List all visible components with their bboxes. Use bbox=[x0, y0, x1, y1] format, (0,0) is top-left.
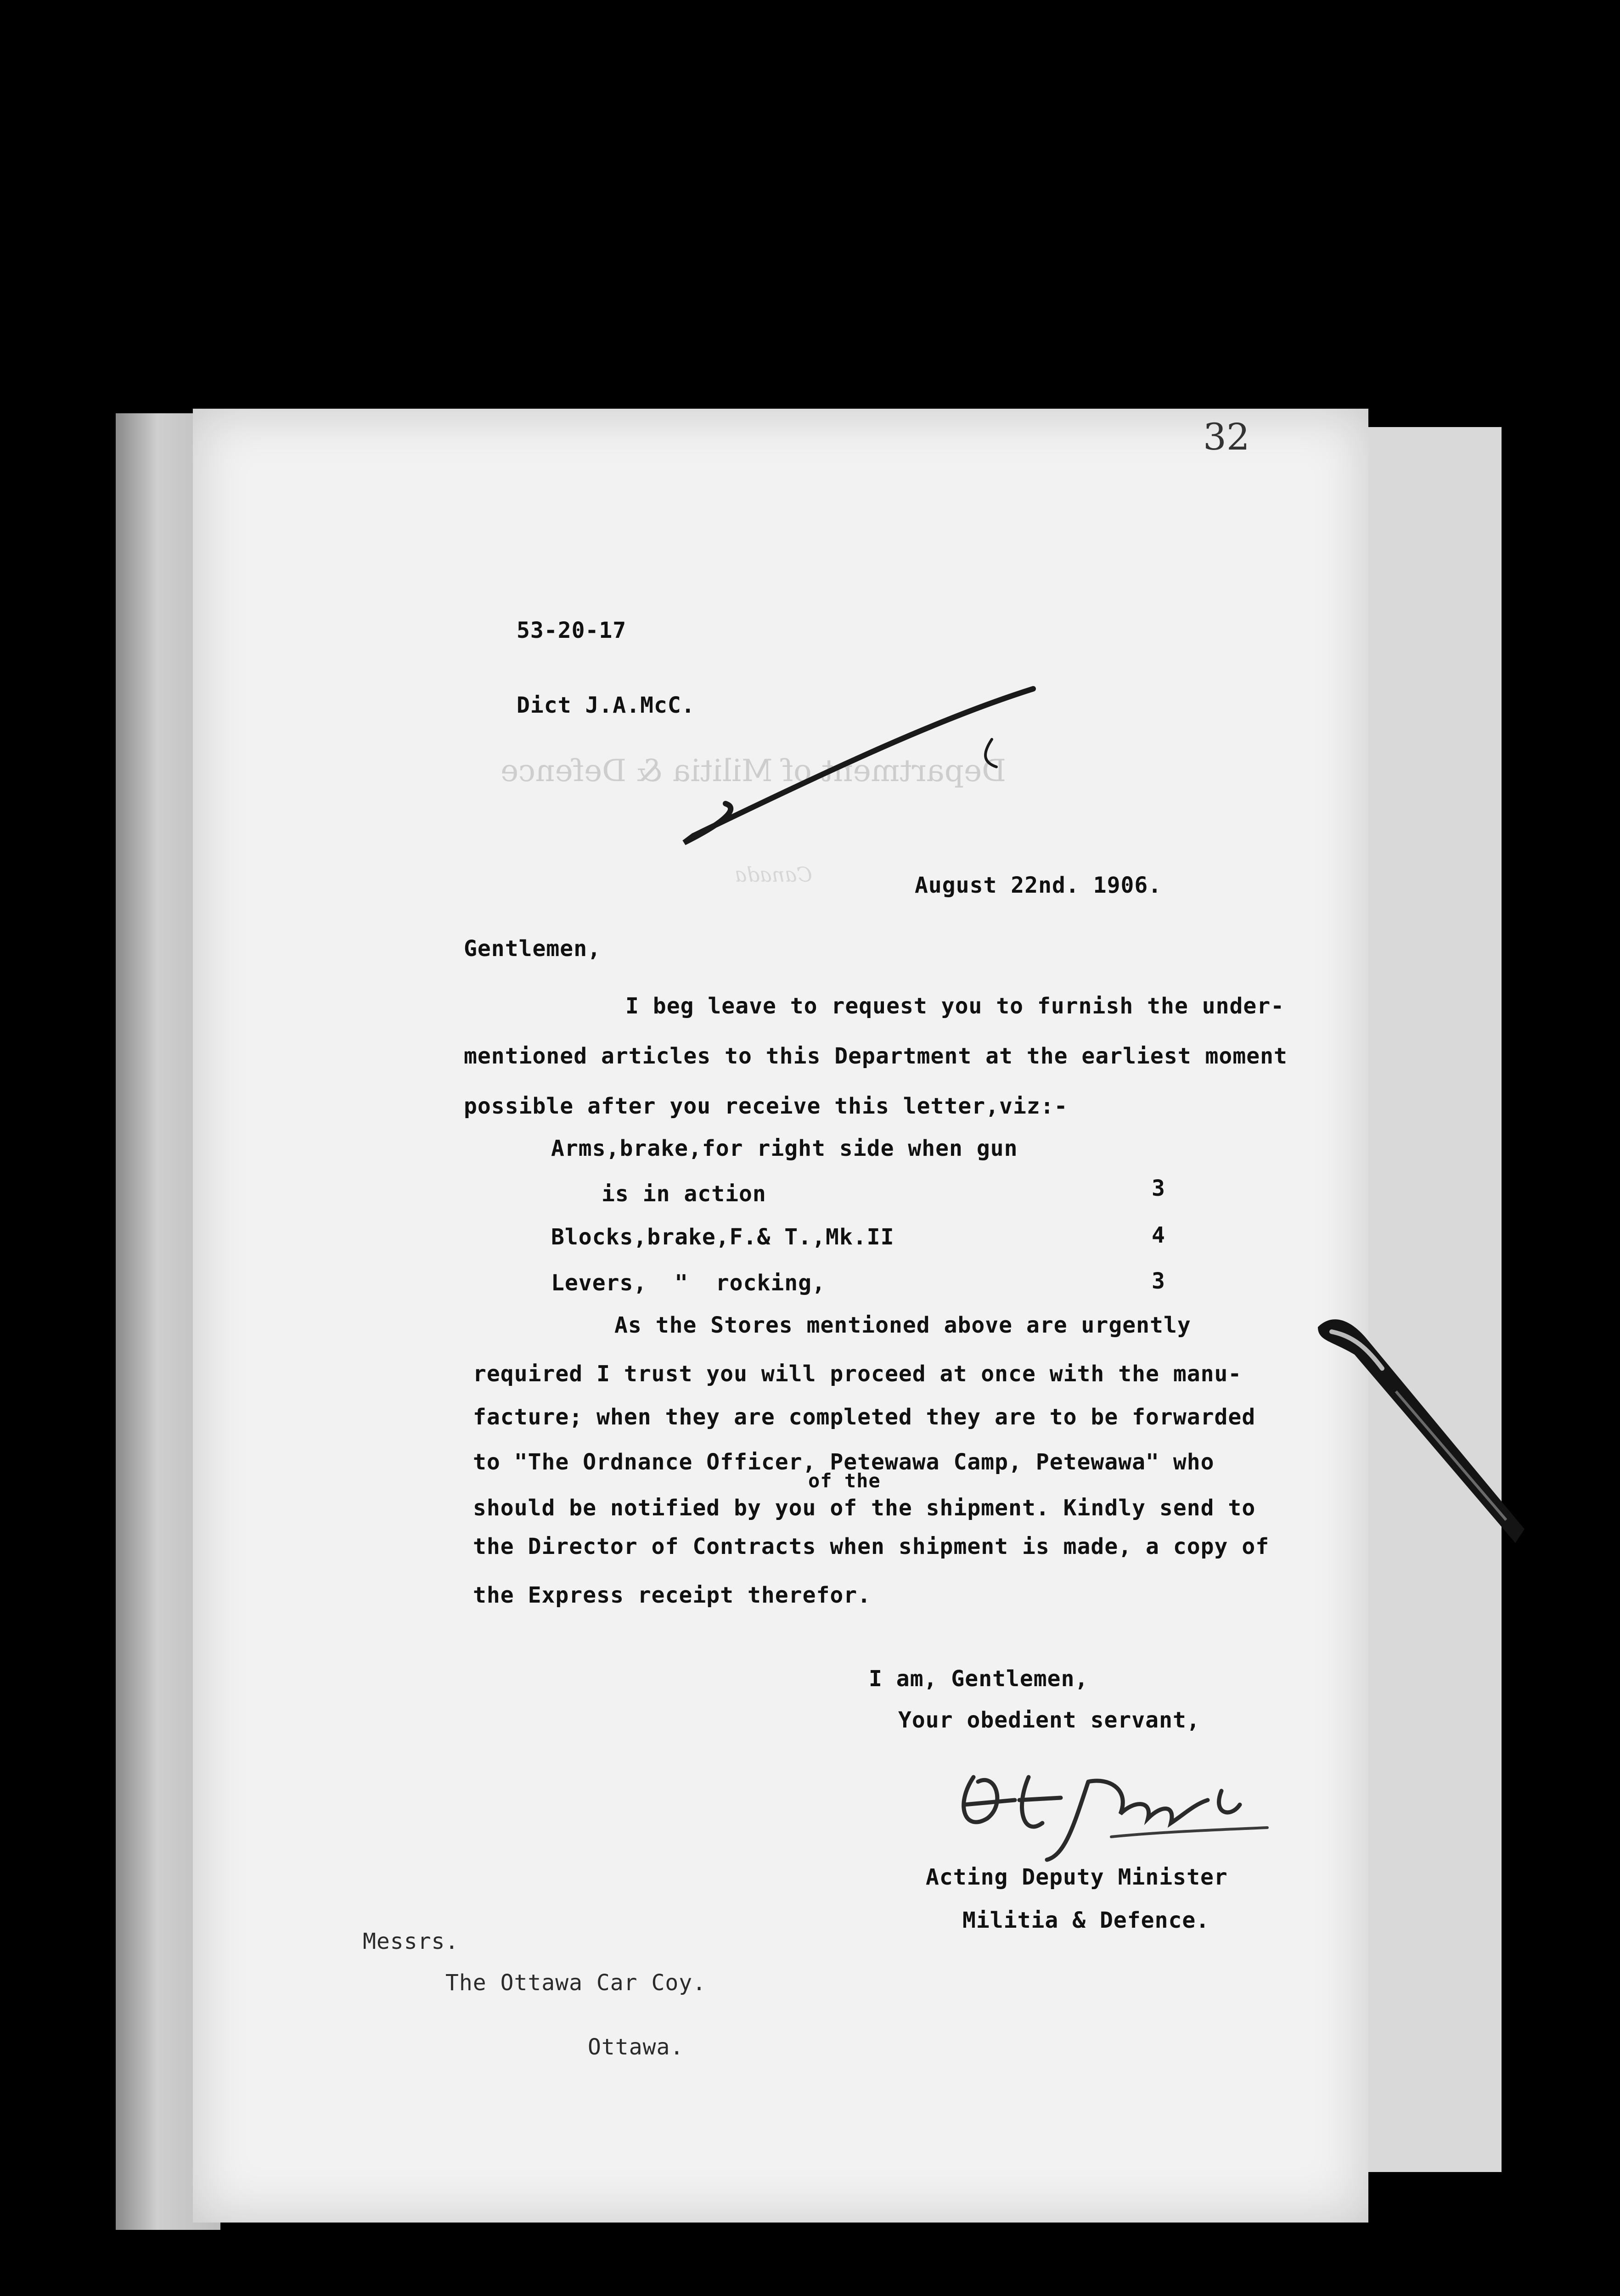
item-3-quantity: 3 bbox=[1152, 1268, 1165, 1294]
addressee-city: Ottawa. bbox=[588, 2034, 684, 2060]
body2-line-4: to "The Ordnance Officer, Petewawa Camp, Petewawa" who bbox=[473, 1449, 1215, 1475]
body2-line-3: facture; when they are completed they are to be forwarded bbox=[473, 1404, 1256, 1430]
item-1-line-1: Arms,brake,for right side when gun bbox=[551, 1136, 1018, 1161]
addressee-name: The Ottawa Car Coy. bbox=[445, 1970, 707, 1996]
page-number: 32 bbox=[1203, 416, 1250, 458]
interlinear-insert: of the bbox=[808, 1469, 881, 1492]
closing-line-1: I am, Gentlemen, bbox=[869, 1666, 1089, 1692]
check-mark-stroke bbox=[670, 684, 1047, 859]
item-3-description: Levers, " rocking, bbox=[551, 1270, 826, 1296]
signatory-title-2: Militia & Defence. bbox=[962, 1908, 1210, 1933]
body2-line-7: the Express receipt therefor. bbox=[473, 1582, 872, 1608]
file-reference: 53-20-17 bbox=[517, 618, 627, 643]
body2-line-5: should be notified by you of the shipment. Kindly send to bbox=[473, 1495, 1256, 1521]
dictation-initials: Dict J.A.McC. bbox=[517, 692, 695, 718]
item-1-line-2: is in action bbox=[602, 1181, 766, 1207]
letter-date: August 22nd. 1906. bbox=[915, 872, 1162, 898]
letterhead-sub-bleed-through: Canada bbox=[735, 863, 812, 887]
body2-line-6: the Director of Contracts when shipment is made, a copy of bbox=[473, 1534, 1270, 1559]
pen-in-photo bbox=[1313, 1313, 1524, 1570]
body-line-1: I beg leave to request you to furnish the under- bbox=[625, 993, 1285, 1019]
item-2-description: Blocks,brake,F.& T.,Mk.II bbox=[551, 1224, 894, 1250]
item-2-quantity: 4 bbox=[1152, 1222, 1165, 1248]
body-line-2: mentioned articles to this Department at the earliest moment bbox=[464, 1043, 1288, 1069]
salutation: Gentlemen, bbox=[464, 936, 601, 962]
body2-line-2: required I trust you will proceed at once with the manu- bbox=[473, 1361, 1242, 1387]
addressee-prefix: Messrs. bbox=[363, 1929, 459, 1954]
closing-line-2: Your obedient servant, bbox=[898, 1707, 1200, 1733]
letterhead-bleed-through: Department of Militia & Defence bbox=[501, 753, 1007, 788]
underlying-sheet bbox=[1350, 427, 1502, 2172]
body-line-3: possible after you receive this letter,viz:- bbox=[464, 1093, 1068, 1119]
handwritten-signature bbox=[937, 1750, 1286, 1869]
item-1-quantity: 3 bbox=[1152, 1176, 1165, 1201]
signatory-title-1: Acting Deputy Minister bbox=[926, 1864, 1228, 1890]
body2-line-1: As the Stores mentioned above are urgently bbox=[614, 1312, 1191, 1338]
